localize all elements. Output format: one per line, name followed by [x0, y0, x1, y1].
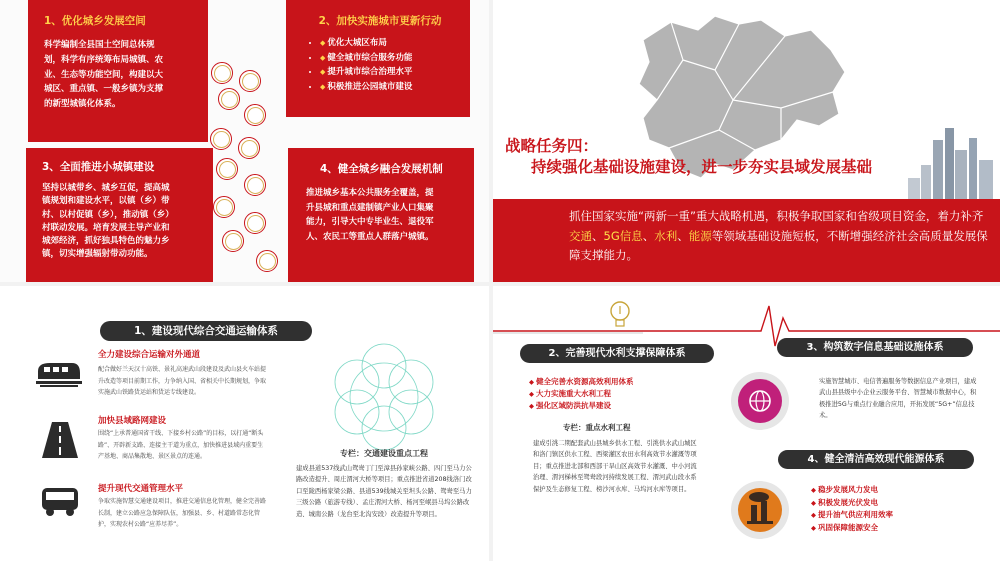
list-item: ◆ 积极发展光伏发电: [811, 497, 893, 510]
bus-icon: [40, 486, 80, 518]
decor-ring: [210, 128, 232, 150]
globe-icon: [729, 370, 791, 432]
slide-infrastructure-title: [493, 0, 1000, 282]
text-segment: 等领域基础设施短板，不断增强经济社会高质量发展保障支撑能力。: [569, 228, 988, 262]
section-heading: 2、完善现代水利支撑保障体系: [520, 344, 714, 363]
box-body: 坚持以城带乡、城乡互促，提高城镇规划和建设水平，以镇（乡）带村、以村促镇（乡），推动镇（乡）村联动发展。培育发展主导产业和城郊经济，抓好独具特色的魅力乡镇，切实增强辐射带动功能。: [42, 183, 174, 260]
highlight-transport: 交通: [569, 228, 592, 243]
box-body: 科学编制全县国土空间总体规划，科学有序统筹布局城镇、农业、生态等功能空间，构建以大城区、重点镇、一般乡镇为支撑的新型城镇化体系。: [44, 40, 164, 110]
section-heading: 1、建设现代综合交通运输体系: [100, 321, 312, 341]
box-title: 1、优化城乡发展空间: [44, 15, 146, 27]
focus-body: 建成县道537线武山鸳鸯丁门至漳县孙家峡公路、四门至马力公路改造提升、周庄渭河大桥等项目；重点推进省道208线洛门改口至陇西杨家梁公路、县道539线城关至坦头公路、鸳鸯至马力三级公路（旅游专线）、孟庄渭河大桥、杨河至岷县马坞公路改造、城南公路（龙台至北沟安段）改造提升等项目。: [296, 465, 472, 518]
section-title: 战略任务四：: [505, 137, 599, 155]
focus-body: 建成引洮二期配套武山县城乡供水工程、引洮供水武山城区和洛门镇区供水工程、西梁灌区农田水利高效节水灌溉等项目；重点推进北部和西部干旱山区高效节水灌溉、中小河流治理、渭河梯林至鸳鸯段河持续发展工程、渭河武山段水系保护及生态修复工程、榜沙河水库、马坞河水库等项目。: [533, 440, 697, 493]
text-separator: 、: [677, 228, 689, 243]
list-item: ◆ 稳步发展风力发电: [811, 484, 893, 497]
water-list: [529, 376, 634, 412]
list-item: ◆ • 提升城市综合治理水平: [320, 65, 470, 80]
item-body: 配合做好兰天汉十高铁、景礼高速武山段建设及武山县火车站提升改造等项目前期工作，力争纳入国、省相关中长期规划，争取实施武山铁路货运站和货运专线建设。: [98, 366, 267, 396]
focus-title: 专栏：重点水利工程: [563, 423, 631, 432]
list-item: ◆ 强化区域防洪抗旱建设: [529, 400, 634, 412]
decor-ring: [222, 230, 244, 252]
box-title: 2、加快实施城市更新行动: [318, 15, 442, 27]
decor-geometric-ring: [329, 342, 439, 452]
box-integration: [288, 148, 474, 282]
slide-urban-rural: [0, 0, 489, 282]
decor-ring: [256, 250, 278, 272]
box-body: 推进城乡基本公共服务全覆盖，提升县城和重点建制镇产业人口集聚能力，引导大中专毕业生、退役军人、农民工等重点人群落户城镇。: [306, 188, 434, 242]
road-icon: [40, 420, 80, 460]
item-body: 围绕“上承普通国省干线、下接乡村公路”的目标，以打通“断头路”、开辟新支路、连接主干道为重点，加快推进县域内重要生产基地、商品集散地、景区景点的连通。: [98, 430, 264, 460]
box-list: [320, 36, 470, 94]
box-title: 4、健全城乡融合发展机制: [320, 163, 443, 175]
decor-ring: [216, 158, 238, 180]
list-item: ◆ • 积极推进公园城市建设: [320, 80, 470, 95]
decor-ring: [213, 196, 235, 218]
decor-ring: [238, 137, 260, 159]
list-item: ◆ • 优化大城区布局: [320, 36, 470, 51]
box-small-towns: [26, 148, 213, 282]
decor-ring: [239, 70, 261, 92]
section-heading: 4、健全清洁高效现代能源体系: [778, 450, 974, 469]
item-title: 提升现代交通管理水平: [98, 484, 184, 494]
list-item: ◆ 提升油气供应利用效率: [811, 509, 893, 522]
box-urban-renewal: [286, 0, 470, 117]
text-segment: 抓住国家实施“两新一重”重大战略机遇，积极争取国家和省级项目资金，着力补齐: [569, 209, 984, 223]
list-item: ◆ 大力实施重大水利工程: [529, 388, 634, 400]
list-item: ◆ 健全完善水资源高效利用体系: [529, 376, 634, 388]
decor-ring: [211, 62, 233, 84]
section-heading: 3、构筑数字信息基础设施体系: [777, 338, 973, 357]
text-separator: 、: [642, 228, 655, 243]
lightbulb-icon: [608, 300, 632, 330]
slide-transport: [0, 286, 489, 561]
band-paragraph: [569, 207, 989, 266]
digital-body: 实施智慧城市、电信普遍服务等数据信息产业项目，建成武山县县级中小企业云服务平台、智慧城市数据中心，积极推进5G与重点行业融合应用，开拓发展“5G+”信息技术。: [819, 378, 977, 420]
list-item: ◆ • 健全城市综合服务功能: [320, 51, 470, 66]
item-title: 加快县域路网建设: [98, 416, 167, 426]
section-subtitle: 持续强化基础设施建设，进一步夯实县域发展基础: [531, 158, 873, 176]
decor-ring: [244, 174, 266, 196]
item-body: 争取实施智慧交通建设项目，推进交通信息化管理，健全完善路长制，建立公路应急保障队伍，加强县、乡、村道路常态化管护，实现农村公路“应养尽养”。: [98, 498, 267, 528]
high-speed-train-icon: [36, 359, 82, 389]
text-separator: 、: [592, 228, 604, 243]
focus-title: 专栏：交通建设重点工程: [340, 449, 428, 458]
highlight-energy: 能源: [688, 228, 712, 243]
power-plant-icon: [729, 479, 791, 541]
decor-ring: [244, 212, 266, 234]
highlight-water: 水利: [654, 228, 678, 243]
decor-ring: [218, 88, 240, 110]
list-item: ◆ 巩固保障能源安全: [811, 522, 893, 535]
box-optimize-space: [28, 0, 208, 142]
decor-ring: [244, 104, 266, 126]
energy-list: [811, 484, 893, 534]
item-title: 全力建设综合运输对外通道: [98, 350, 201, 360]
slide-water-digital-energy: [493, 286, 1000, 561]
box-title: 3、全面推进小城镇建设: [42, 161, 155, 173]
highlight-5g: 5G信息: [603, 228, 643, 243]
